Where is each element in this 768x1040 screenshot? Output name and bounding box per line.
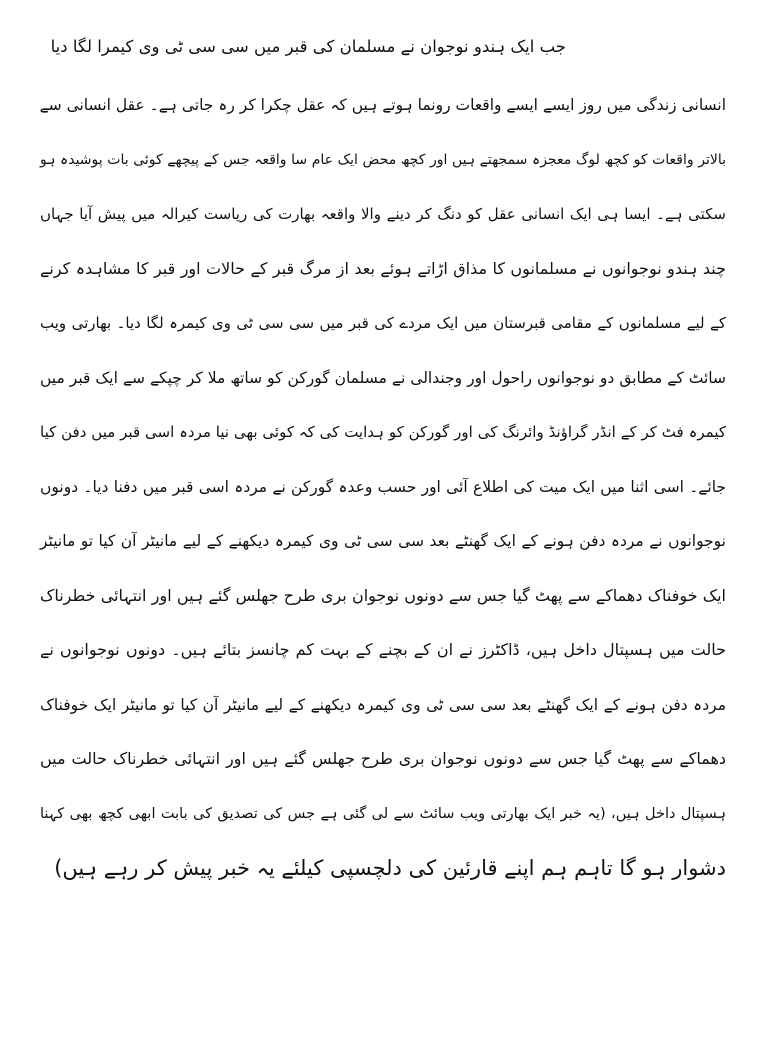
article-line: مردہ دفن ہونے کے ایک گھنٹے بعد سی سی ٹی وی کیمرہ دیکھنے کے لیے مانیٹر آن کیا تو مانیٹر ایک خوفناک bbox=[40, 695, 726, 714]
article-title: جب ایک ہندو نوجوان نے مسلمان کی قبر میں سی سی ٹی وی کیمرا لگا دیا bbox=[50, 37, 566, 56]
article-line: کیمرہ فٹ کر کے انڈر گراؤنڈ وائرنگ کی اور گورکن کو ہدایت کی کہ کوئی بھی نیا مردہ اسی قبر میں دفن کیا bbox=[40, 423, 726, 441]
article-line: انسانی زندگی میں روز ایسے ایسے واقعات رونما ہوتے ہیں کہ عقل چکرا کر رہ جاتی ہے۔ عقل انسانی سے bbox=[39, 96, 726, 114]
article-line: بالاتر واقعات کو کچھ لوگ معجزہ سمجھتے ہیں اور کچھ محض ایک عام سا واقعہ جس کے پیچھے کوئی بات پوشیدہ ہو bbox=[40, 151, 726, 168]
article-line: ایک خوفناک دھماکے سے پھٹ گیا جس سے دونوں نوجوان بری طرح جھلس گئے ہیں اور انتہائی خطرناک bbox=[40, 585, 726, 605]
article-line: سکتی ہے۔ ایسا ہی ایک انسانی عقل کو دنگ کر دینے والا واقعہ بھارت کی ریاست کیرالہ میں پیش آیا جہاں bbox=[40, 205, 726, 223]
article-line: حالت میں ہسپتال داخل ہیں، ڈاکٹرز نے ان کے بچنے کے بہت کم چانسز بتائے ہیں۔ دونوں نوجوانوں نے bbox=[40, 640, 726, 659]
article-line: ہسپتال داخل ہیں، (یہ خبر ایک بھارتی ویب سائٹ سے لی گئی ہے جس کی تصدیق کی بابت ابھی کچھ بھی کہنا bbox=[40, 805, 726, 822]
article-line: سائٹ کے مطابق دو نوجوانوں راحول اور وجندالی نے مسلمان گورکن کو ساتھ ملا کر چپکے سے ایک قبر میں bbox=[40, 368, 726, 387]
article-line: دھماکے سے پھٹ گیا جس سے دونوں نوجوان بری طرح جھلس گئے ہیں اور انتہائی خطرناک حالت میں bbox=[40, 749, 726, 768]
article-line: کے لیے مسلمانوں کے مقامی قبرستان میں ایک مردے کی قبر میں سی سی ٹی وی کیمرہ لگا دیا۔ بھارتی ویب bbox=[40, 314, 726, 332]
article-line-last: دشوار ہو گا تاہم ہم اپنے قارئین کی دلچسپی کیلئے یہ خبر پیش کر رہے ہیں) bbox=[54, 856, 726, 880]
article-line: چند ہندو نوجوانوں نے مسلمانوں کا مذاق اڑاتے ہوئے بعد از مرگ قبر کے حالات اور قبر کا مشاہدہ کرنے bbox=[40, 258, 726, 278]
article-body bbox=[40, 78, 726, 896]
article-line: نوجوانوں نے مردہ دفن ہونے کے ایک گھنٹے بعد سی سی ٹی وی کیمرہ دیکھنے کے لیے مانیٹر آن کیا تو مانیٹر bbox=[40, 532, 726, 550]
article-line: جائے۔ اسی اثنا میں ایک میت کی اطلاع آئی اور حسب وعدہ گورکن نے مردہ اسی قبر میں دفنا دیا۔ دونوں bbox=[40, 477, 726, 496]
